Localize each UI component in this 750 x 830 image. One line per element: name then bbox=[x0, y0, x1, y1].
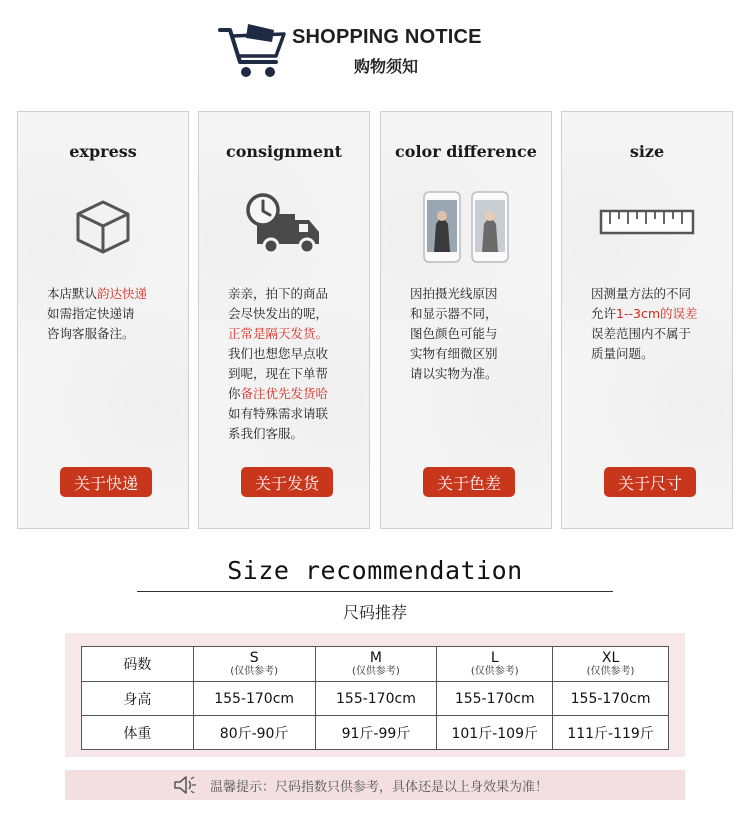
text-line: 到呢，现在下单帮 bbox=[228, 366, 329, 381]
size-label: S bbox=[249, 649, 259, 666]
size-label: L bbox=[490, 649, 499, 666]
text-line: 如需指定快递请 bbox=[47, 306, 135, 321]
size-table-panel bbox=[65, 633, 685, 757]
table-cell: 101斤-109斤 bbox=[437, 716, 553, 750]
size-header-l bbox=[437, 647, 553, 682]
card-title: color difference bbox=[395, 142, 537, 161]
table-row bbox=[82, 716, 669, 750]
about-express-button[interactable]: 关于快递 bbox=[60, 467, 152, 497]
text-line: 因拍摄光线原因 bbox=[410, 286, 498, 301]
card-title: consignment bbox=[225, 142, 343, 161]
tip-bar bbox=[65, 770, 685, 800]
size-label: XL bbox=[601, 649, 620, 666]
table-cell: 91斤-99斤 bbox=[315, 716, 437, 750]
text-line: 实物有细微区别 bbox=[410, 346, 498, 361]
delivery-truck-clock-icon bbox=[245, 192, 323, 258]
text-line: 本店默认 bbox=[47, 286, 98, 301]
text-highlight: 备注优先发货哈 bbox=[240, 386, 329, 401]
text-line: 如有特殊需求请联 bbox=[228, 406, 329, 421]
card-consignment bbox=[198, 111, 370, 529]
text-line: 请以实物为准。 bbox=[410, 366, 498, 381]
table-cell: 80斤-90斤 bbox=[193, 716, 315, 750]
table-cell: 111斤-119斤 bbox=[553, 716, 669, 750]
card-text bbox=[228, 284, 358, 444]
card-text bbox=[47, 284, 177, 344]
card-icon-wrap bbox=[381, 190, 551, 264]
table-row bbox=[82, 682, 669, 716]
shopping-notice-header bbox=[218, 18, 538, 82]
text-line: 会尽快发出的呢， bbox=[228, 306, 329, 321]
card-icon-wrap bbox=[562, 208, 732, 236]
notice-cards bbox=[17, 111, 733, 529]
text-line: 和显示器不同， bbox=[410, 306, 498, 321]
reference-note: (仅供参考) bbox=[230, 665, 279, 677]
card-color-difference bbox=[380, 111, 552, 529]
phone-photos-icon bbox=[418, 190, 514, 264]
row-label: 身高 bbox=[82, 682, 194, 716]
text-highlight: 正常是隔天发货。 bbox=[228, 326, 329, 341]
card-title: size bbox=[629, 142, 665, 161]
card-icon-wrap bbox=[18, 198, 188, 254]
text-highlight: 1--3cm的误差 bbox=[616, 306, 698, 321]
text-line: 误差范围内不属于 bbox=[591, 326, 692, 341]
reference-note: (仅供参考) bbox=[470, 665, 519, 677]
header-title-cn: 购物须知 bbox=[354, 57, 419, 76]
table-header-row bbox=[82, 647, 669, 682]
text-line: 亲亲，拍下的商品 bbox=[228, 286, 329, 301]
table-cell: 155-170cm bbox=[193, 682, 315, 716]
table-cell: 155-170cm bbox=[315, 682, 437, 716]
speaker-icon bbox=[173, 775, 197, 795]
card-icon-wrap bbox=[199, 192, 369, 258]
reference-note: (仅供参考) bbox=[352, 665, 400, 677]
table-cell: 155-170cm bbox=[437, 682, 553, 716]
reference-note: (仅供参考) bbox=[586, 665, 635, 677]
header-title-en: SHOPPING NOTICE bbox=[292, 26, 482, 48]
text-highlight: 韵达快递 bbox=[97, 286, 148, 301]
text-line: 你 bbox=[228, 386, 241, 401]
text-line: 质量问题。 bbox=[591, 346, 654, 361]
size-section-subtitle: 尺码推荐 bbox=[342, 603, 407, 622]
row-label: 体重 bbox=[82, 716, 194, 750]
card-text bbox=[591, 284, 721, 364]
divider bbox=[137, 591, 613, 592]
about-color-button[interactable]: 关于色差 bbox=[423, 467, 515, 497]
text-line: 允许 bbox=[591, 306, 617, 321]
size-header-m bbox=[315, 647, 437, 682]
size-header-s bbox=[193, 647, 315, 682]
about-shipping-button[interactable]: 关于发货 bbox=[241, 467, 333, 497]
size-header-xl bbox=[553, 647, 669, 682]
text-line: 系我们客服。 bbox=[228, 426, 304, 441]
shopping-cart-icon bbox=[218, 20, 290, 80]
size-label: M bbox=[369, 649, 382, 666]
box-icon bbox=[74, 198, 132, 254]
text-line: 咨询客服备注。 bbox=[47, 326, 135, 341]
tip-text: 温馨提示：尺码指数只供参考，具体还是以上身效果为准！ bbox=[210, 780, 549, 795]
ruler-icon bbox=[599, 208, 695, 236]
table-corner-cell: 码数 bbox=[82, 647, 194, 682]
card-size bbox=[561, 111, 733, 529]
card-express bbox=[17, 111, 189, 529]
size-table bbox=[81, 646, 669, 750]
about-size-button[interactable]: 关于尺寸 bbox=[604, 467, 696, 497]
text-line: 图色颜色可能与 bbox=[410, 326, 498, 341]
table-cell: 155-170cm bbox=[553, 682, 669, 716]
text-line: 因测量方法的不同 bbox=[591, 286, 692, 301]
card-title: express bbox=[69, 142, 137, 161]
card-text bbox=[410, 284, 540, 384]
text-line: 我们也想您早点收 bbox=[228, 346, 329, 361]
size-section-title: Size recommendation bbox=[227, 556, 523, 585]
